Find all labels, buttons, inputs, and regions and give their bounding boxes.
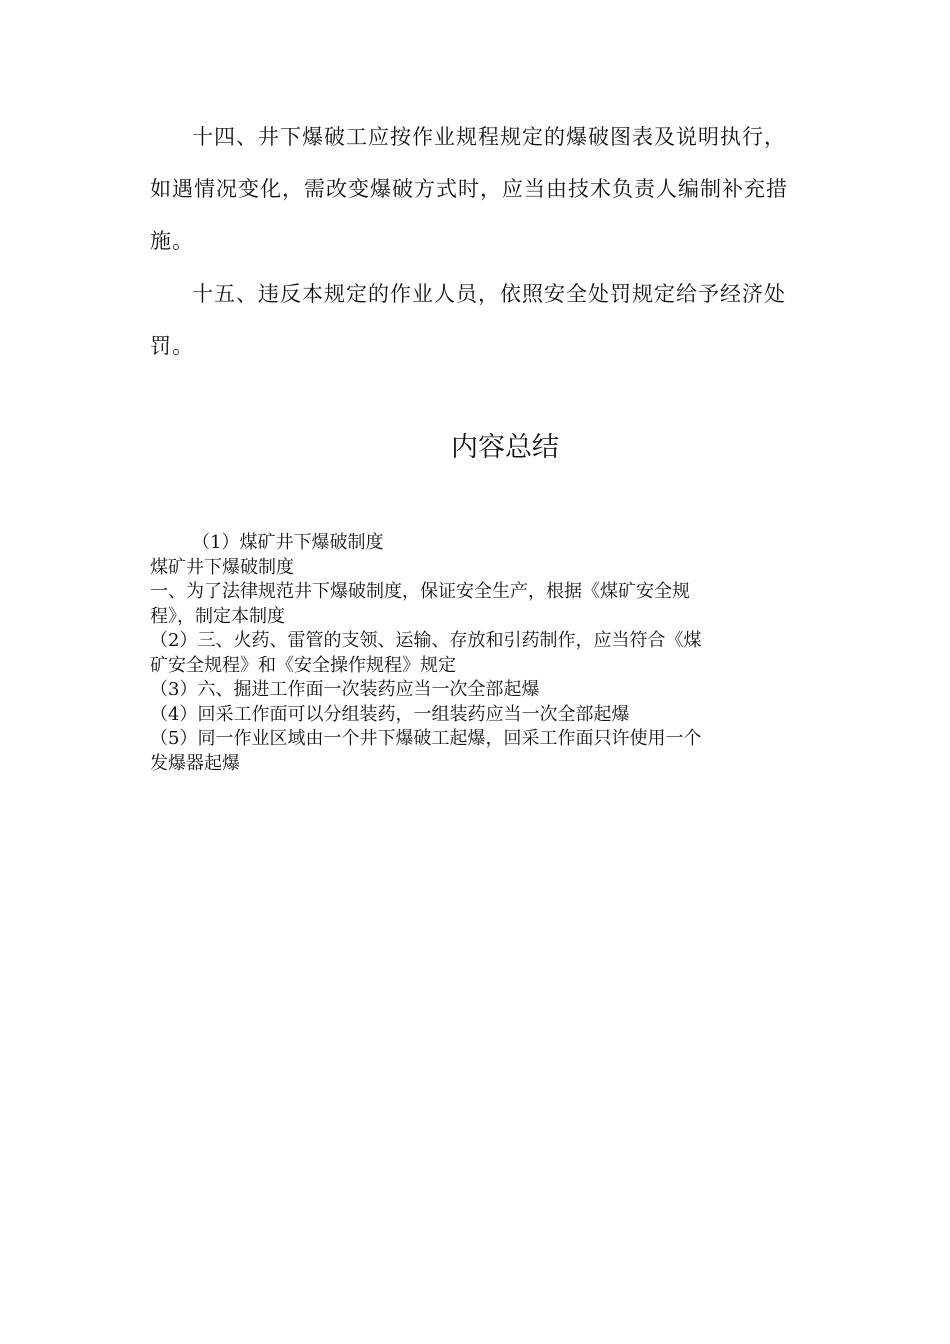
summary-line: （5）同一作业区域由一个井下爆破工起爆，回采工作面只许使用一个 — [150, 728, 702, 749]
summary-line: （4）回采工作面可以分组装药，一组装药应当一次全部起爆 — [150, 703, 630, 725]
summary-block — [150, 531, 790, 776]
summary-line: 煤矿井下爆破制度 — [150, 556, 294, 578]
summary-line: 发爆器起爆 — [150, 752, 240, 774]
summary-line: 程》，制定本制度 — [150, 605, 285, 627]
body-paragraph-14: 十四、井下爆破工应按作业规程规定的爆破图表及说明执行，如遇情况变化，需改变爆破方式时，应当由技术负责人编制补充措施。 — [150, 125, 788, 253]
summary-line: （2）三、火药、雷管的支领、运输、存放和引药制作，应当符合《煤 — [150, 630, 702, 651]
body-paragraph-15: 十五、违反本规定的作业人员，依照安全处罚规定给予经济处罚。 — [150, 282, 786, 358]
summary-line: 一、为了法律规范井下爆破制度，保证安全生产，根据《煤矿安全规 — [150, 581, 690, 602]
summary-heading: 内容总结 — [451, 432, 559, 463]
summary-line: （3）六、掘进工作面一次装药应当一次全部起爆 — [150, 679, 540, 700]
summary-line: 矿安全规程》和《安全操作规程》规定 — [150, 654, 456, 676]
summary-line: （1）煤矿井下爆破制度 — [192, 532, 384, 553]
